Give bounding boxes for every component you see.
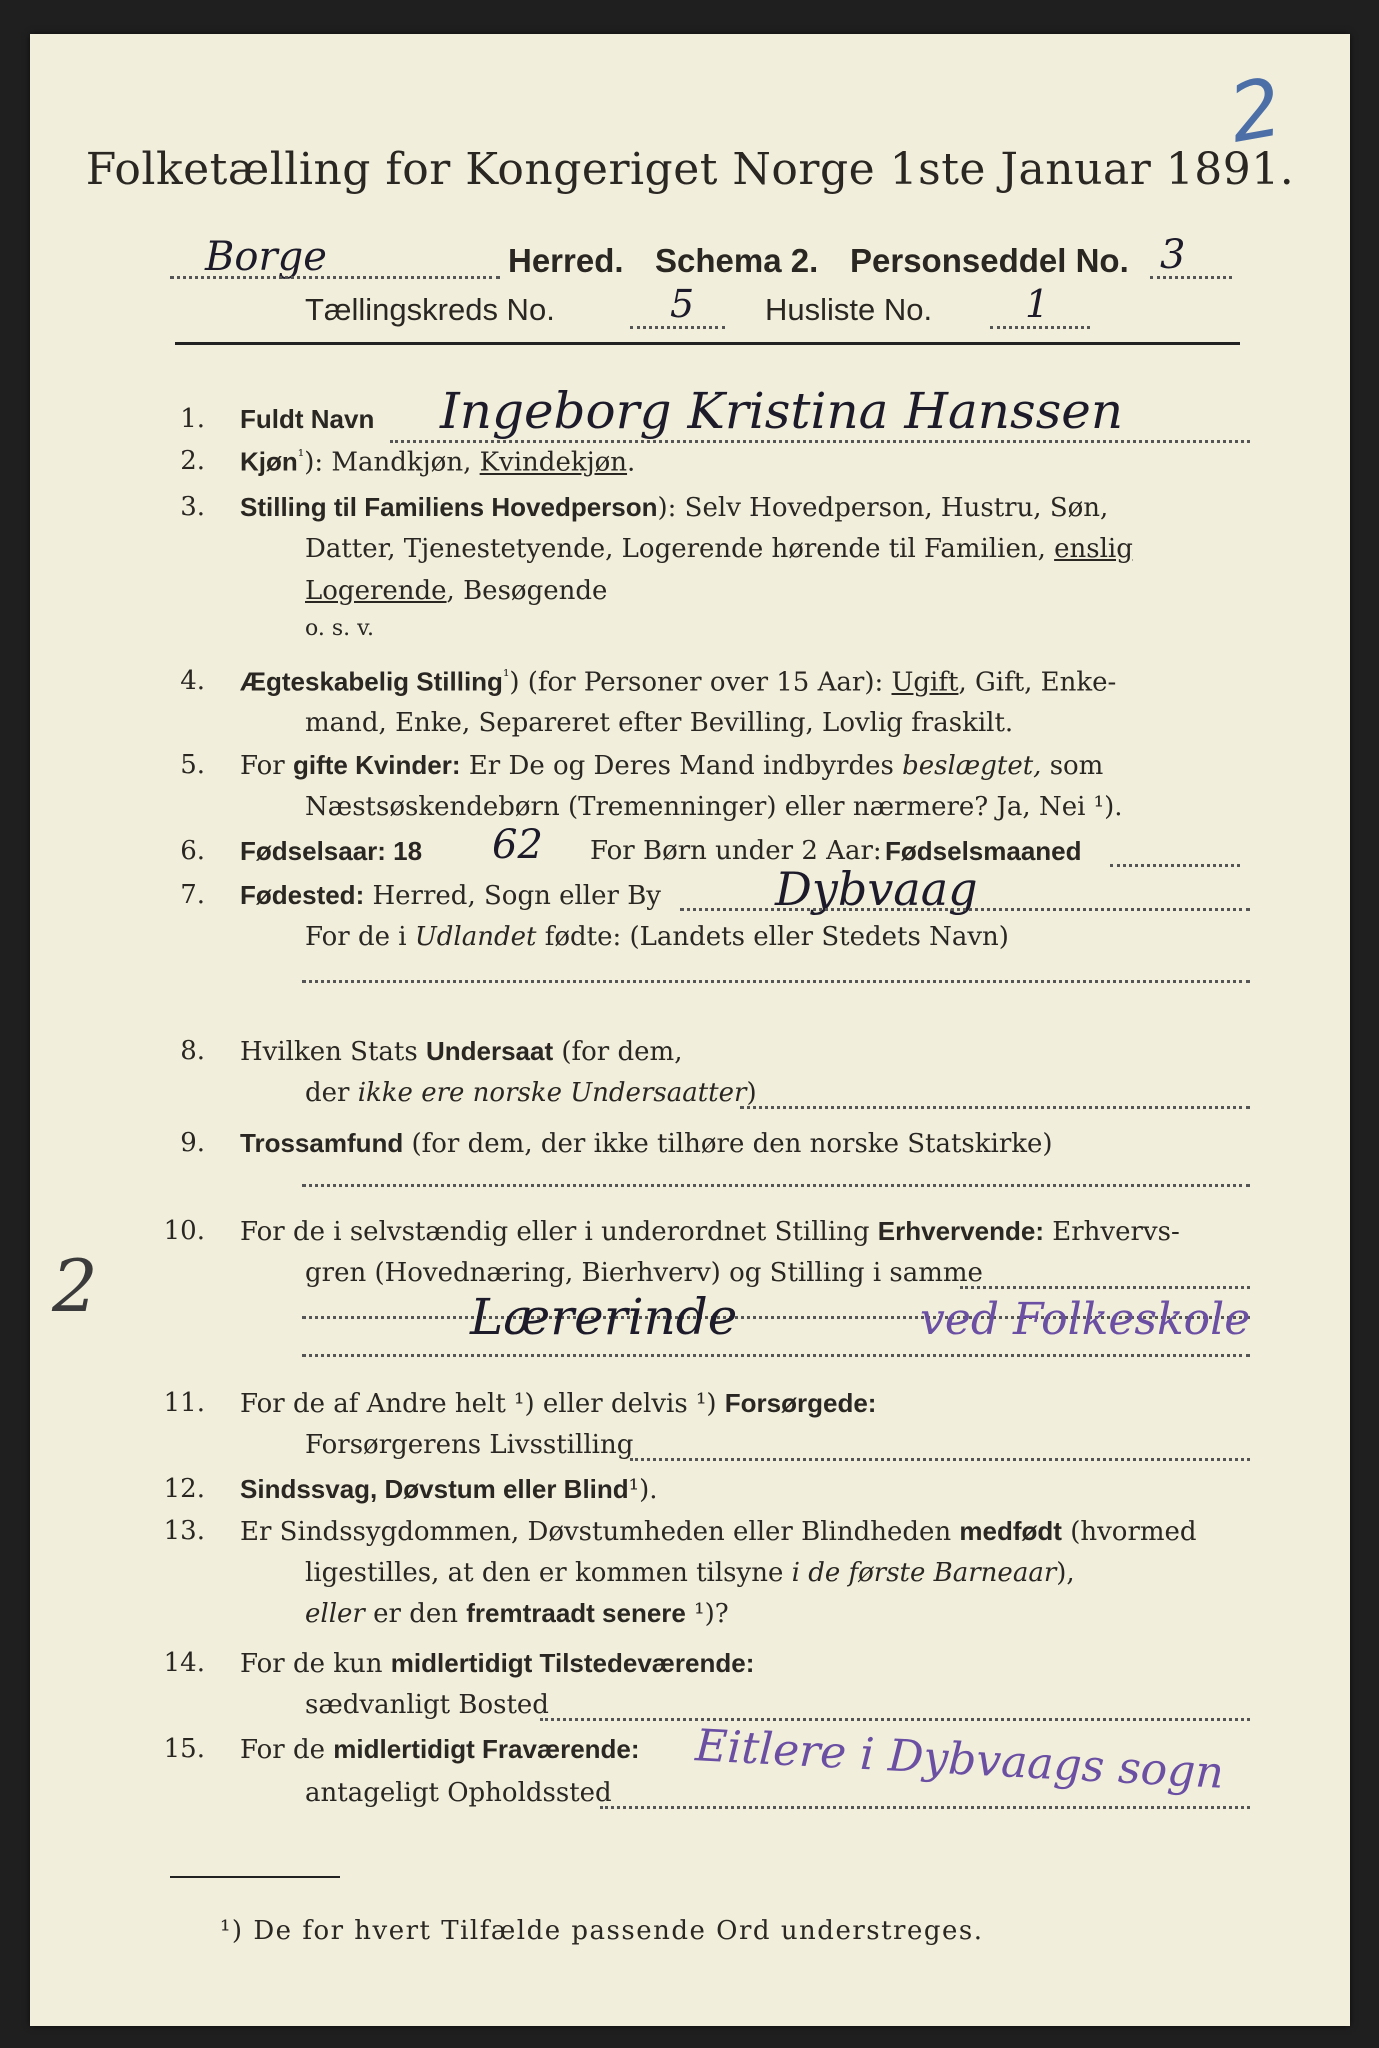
selected-option: enslig: [1054, 534, 1133, 564]
field-number: 1.: [180, 404, 205, 434]
field-number: 15.: [163, 1734, 205, 1764]
field-prefix: For de kun: [240, 1649, 383, 1679]
field-options: ): Selv Hovedperson, Hustru, Søn,: [657, 493, 1109, 523]
residence-dots: [540, 1718, 1250, 1721]
birthplace-value: Dybvaag: [775, 862, 978, 916]
field-label: Trossamfund: [240, 1128, 404, 1158]
superscript: ¹: [502, 666, 510, 685]
field-end: ): [746, 1078, 757, 1108]
field-end: ¹).: [628, 1475, 658, 1505]
field-condition: (for dem, der ikke tilhøre den norske Statskirke): [411, 1129, 1053, 1159]
birthplace-dots: [680, 908, 1250, 911]
field-number: 8.: [180, 1036, 205, 1066]
field-label: Undersaat: [425, 1036, 554, 1066]
field-number: 10.: [163, 1216, 205, 1246]
herred-label: Herred.: [508, 242, 624, 279]
herred-name: Borge: [205, 234, 327, 280]
field-italic: Udlandet: [414, 922, 537, 952]
citizenship-dots: [740, 1106, 1250, 1109]
religion-dots: [302, 1184, 1250, 1187]
field-options: , Besøgende: [446, 576, 608, 606]
field-label: Stilling til Familiens Hovedperson: [240, 492, 658, 522]
field-label: Fødested:: [240, 880, 365, 910]
field-question: Er De og Deres Mand indbyrdes: [468, 751, 894, 781]
name-dots: [390, 440, 1250, 443]
occupation-dots-1: [960, 1286, 1250, 1289]
corner-pencil-mark: 2: [1222, 60, 1289, 161]
field-condition: ) (for Personer over 15 Aar):: [509, 667, 884, 698]
field-number: 6.: [180, 836, 205, 866]
field-prefix: der: [305, 1078, 350, 1108]
field-prefix: sædvanligt Bosted: [305, 1690, 549, 1720]
month-dots: [1110, 864, 1240, 867]
provider-dots: [630, 1458, 1250, 1461]
herred-dots: [170, 276, 500, 279]
field-options: ): Mandkjøn,: [304, 447, 472, 478]
occupation-value-2: ved Folkeskole: [920, 1294, 1251, 1345]
foreign-birthplace-dots: [302, 980, 1250, 983]
field-label: gifte Kvinder:: [292, 750, 461, 780]
field-label: Ægteskabelig Stilling: [240, 666, 503, 697]
field-number: 7.: [180, 880, 205, 910]
field-label: midlertidigt Fraværende:: [333, 1734, 640, 1764]
selected-option: Ugift: [891, 667, 959, 698]
selected-option: Kvindekjøn: [479, 447, 628, 478]
field-question-end: som: [1049, 751, 1104, 781]
field-prefix: For de i selvstændig eller i underordnet Stilling: [240, 1217, 870, 1247]
header-rule: [175, 342, 1240, 345]
kreds-dots: [630, 326, 725, 329]
field-label: midlertidigt Tilstedeværende:: [390, 1648, 755, 1678]
husliste-dots: [990, 326, 1090, 329]
stay-dots: [600, 1806, 1250, 1809]
form-title: Folketælling for Kongeriget Norge 1ste Januar 1891.: [85, 144, 1295, 195]
field-label: Kjøn: [240, 446, 298, 477]
field-label: fremtraadt senere: [466, 1598, 686, 1628]
field-label-month: Fødselsmaaned: [885, 836, 1082, 866]
field-italic: eller: [305, 1599, 365, 1629]
field-prefix: Hvilken Stats: [240, 1037, 418, 1067]
occupation-dots-3: [302, 1354, 1250, 1357]
field-prefix: Forsørgerens Livsstilling: [305, 1430, 634, 1460]
field-prefix: er den: [373, 1599, 458, 1629]
field-label: Fuldt Navn: [240, 404, 375, 434]
field-options: Herred, Sogn eller By: [372, 881, 661, 911]
birth-year-value: 62: [492, 822, 543, 868]
footnote-rule: [170, 1876, 340, 1878]
temporary-stay-value: Eitlere i Dybvaags sogn: [694, 1720, 1226, 1799]
field-label-end: (hvormed: [1070, 1517, 1197, 1547]
field-prefix: For de af Andre helt ¹) eller delvis ¹): [240, 1389, 717, 1419]
kreds-label: Tællingskreds No.: [305, 292, 555, 327]
full-name-value: Ingeborg Kristina Hanssen: [440, 382, 1124, 440]
field-number: 2.: [180, 446, 205, 476]
field-italic: i de første Barneaar: [791, 1558, 1057, 1588]
field-options: mand, Enke, Separeret efter Bevilling, Lovlig fraskilt.: [305, 708, 1014, 738]
field-end: .: [627, 447, 636, 478]
field-number: 11.: [163, 1388, 205, 1418]
field-label: Forsørgede:: [724, 1388, 877, 1418]
field-italic: ikke ere norske Undersaatter: [357, 1078, 747, 1108]
field-end: ),: [1056, 1558, 1075, 1588]
field-label: Fødselsaar: 18: [240, 836, 423, 866]
personseddel-label: Personseddel No.: [850, 242, 1129, 279]
personseddel-number: 3: [1160, 232, 1186, 278]
occupation-value: Lærerinde: [470, 1288, 738, 1346]
field-label: Sindssvag, Døvstum eller Blind: [240, 1474, 629, 1504]
field-prefix: ligestilles, at den er kommen tilsyne: [305, 1558, 784, 1588]
field-options: Datter, Tjenestetyende, Logerende hørende til Familien,: [305, 534, 1046, 564]
field-label: Erhvervende:: [877, 1216, 1044, 1246]
field-question: Næstsøskendebørn (Tremenninger) eller nærmere? Ja, Nei ¹).: [305, 792, 1123, 822]
field-prefix: For: [240, 751, 285, 781]
field-number: 5.: [180, 750, 205, 780]
field-options: o. s. v.: [305, 616, 374, 641]
field-label: medfødt: [959, 1516, 1062, 1546]
footnote: ¹) De for hvert Tilfælde passende Ord understreges.: [220, 1916, 984, 1946]
husliste-number: 1: [1025, 282, 1050, 326]
field-prefix: antageligt Opholdssted: [305, 1778, 612, 1808]
field-question-italic: beslægtet,: [902, 751, 1042, 781]
field-prefix: For de: [240, 1735, 325, 1765]
field-prefix: gren (Hovednæring, Bierhverv) og Stilling i samme: [305, 1258, 983, 1288]
margin-pencil-mark: 2: [52, 1244, 98, 1328]
field-number: 3.: [180, 492, 205, 522]
field-options: fødte: (Landets eller Stedets Navn): [544, 922, 1009, 952]
selected-option: Logerende: [305, 576, 447, 606]
field-prefix: For de i: [305, 922, 407, 952]
kreds-number: 5: [670, 282, 695, 326]
schema-label: Schema 2.: [655, 242, 819, 279]
personseddel-dots: [1150, 276, 1232, 279]
field-number: 13.: [163, 1516, 205, 1546]
field-condition: (for dem,: [561, 1037, 683, 1067]
field-end: ¹)?: [694, 1599, 729, 1629]
husliste-label: Husliste No.: [765, 292, 933, 327]
field-number: 12.: [163, 1474, 205, 1504]
field-number: 9.: [180, 1128, 205, 1158]
field-label-end: Erhvervs-: [1052, 1217, 1180, 1247]
field-number: 14.: [163, 1648, 205, 1678]
census-form-sheet: [30, 34, 1350, 2026]
superscript: ¹: [297, 446, 305, 465]
field-options: , Gift, Enke-: [958, 667, 1117, 698]
field-number: 4.: [180, 666, 205, 696]
field-condition: For Børn under 2 Aar:: [590, 836, 882, 866]
field-prefix: Er Sindssygdommen, Døvstumheden eller Blindheden: [240, 1517, 952, 1547]
